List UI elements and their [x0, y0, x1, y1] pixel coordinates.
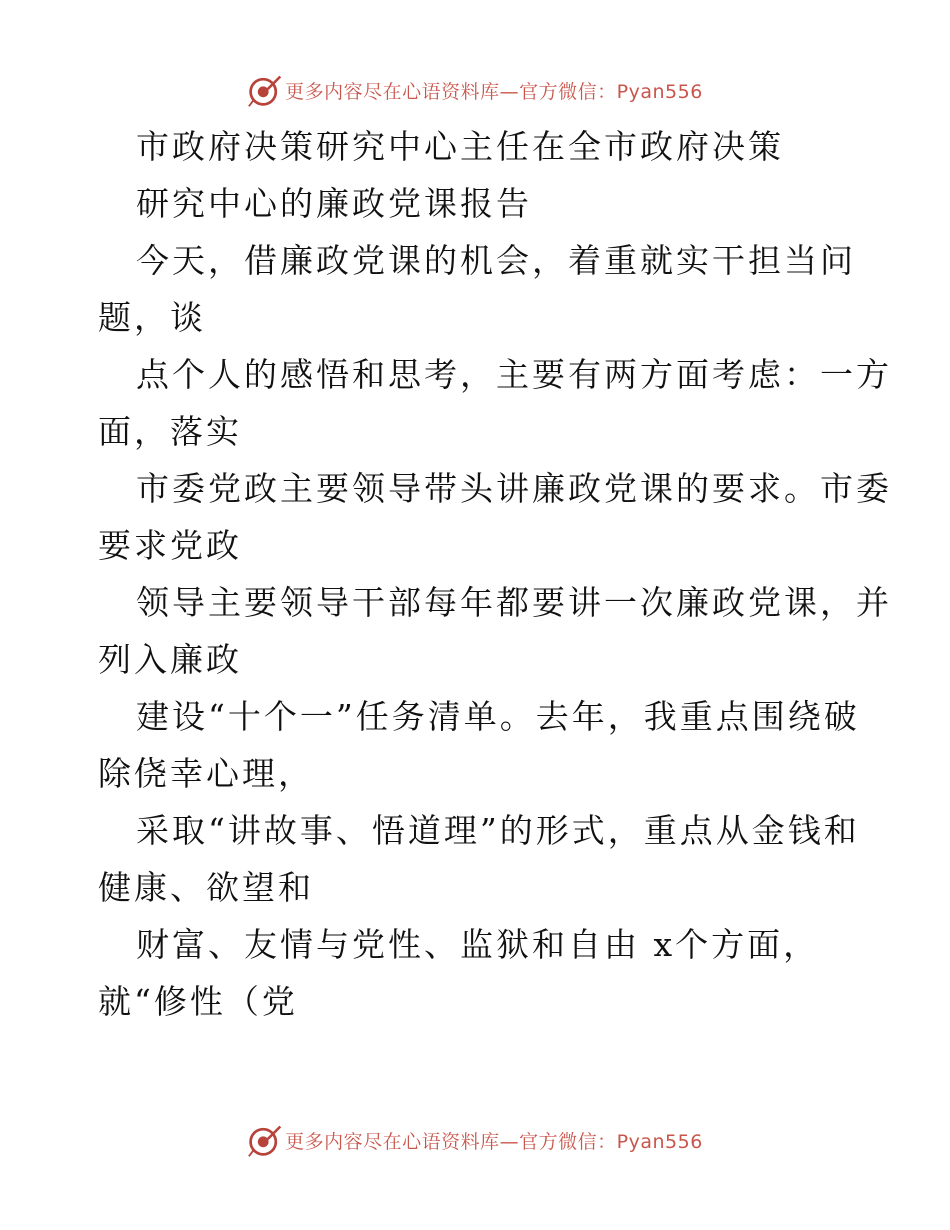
- doc-line: 就“修性（党: [98, 982, 298, 1021]
- footer-watermark-banner: [0, 1120, 950, 1160]
- doc-line: 采取“讲故事、悟道理”的形式，重点从金钱和: [136, 811, 860, 850]
- doc-line: 研究中心的廉政党课报告: [136, 184, 532, 223]
- doc-line: 建设“十个一”任务清单。去年，我重点围绕破: [136, 697, 860, 736]
- pen-logo-icon: [247, 1122, 283, 1158]
- header-watermark-banner: [0, 70, 950, 110]
- doc-line: 健康、欲望和: [98, 868, 314, 907]
- doc-line: 面，落实: [98, 412, 242, 451]
- doc-line: 要求党政: [98, 526, 242, 565]
- doc-line: 市政府决策研究中心主任在全市政府决策: [136, 127, 784, 166]
- doc-line: 除侥幸心理，: [98, 754, 314, 793]
- doc-line: 今天，借廉政党课的机会，着重就实干担当问: [136, 241, 856, 280]
- document-body: [98, 127, 892, 1040]
- doc-line: 点个人的感悟和思考，主要有两方面考虑：一方: [136, 355, 892, 394]
- doc-line: 领导主要领导干部每年都要讲一次廉政党课，并: [136, 583, 892, 622]
- pen-logo-icon: [247, 72, 283, 108]
- footer-watermark-text: 更多内容尽在心语资料库—官方微信：Pyan556: [285, 1130, 703, 1153]
- doc-line: 题，谈: [98, 298, 206, 337]
- header-watermark-text: 更多内容尽在心语资料库—官方微信：Pyan556: [285, 80, 703, 103]
- doc-line: 财富、友情与党性、监狱和自由 x个方面，: [136, 925, 820, 964]
- doc-line: 市委党政主要领导带头讲廉政党课的要求。市委: [136, 469, 892, 508]
- doc-line: 列入廉政: [98, 640, 242, 679]
